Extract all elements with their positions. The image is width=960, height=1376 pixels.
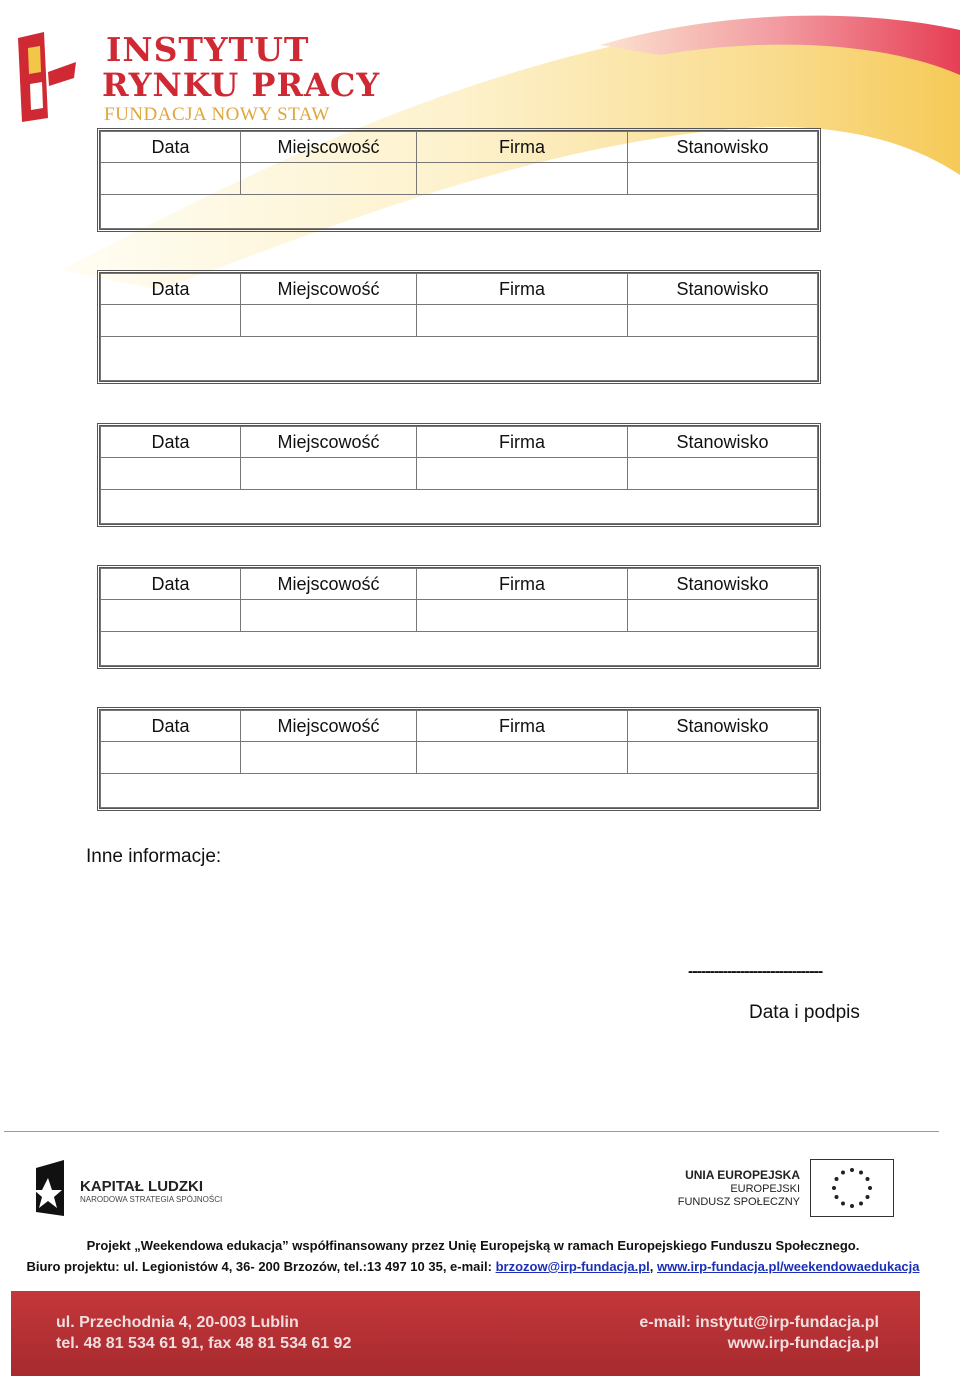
date-field[interactable] <box>101 458 241 490</box>
entry-header-row <box>101 132 818 163</box>
header-company: Firma <box>417 132 628 163</box>
header-company: Firma <box>417 274 628 305</box>
project-info-line: Projekt „Weekendowa edukacja” współfinansowany przez Unię Europejską w ramach Europejskiego Funduszu Społecznego. <box>86 1238 860 1253</box>
project-office-line <box>0 1259 946 1274</box>
entry-header-row <box>101 274 818 305</box>
date-field[interactable] <box>101 163 241 195</box>
experience-entry-4 <box>97 565 821 669</box>
header-position: Stanowisko <box>628 711 818 742</box>
place-field[interactable] <box>241 305 417 337</box>
place-field[interactable] <box>241 458 417 490</box>
eu-text-line2: EUROPEJSKI <box>730 1183 800 1195</box>
header-position: Stanowisko <box>628 274 818 305</box>
description-field[interactable] <box>101 632 818 666</box>
entry-value-row <box>101 163 818 195</box>
entry-description-row <box>101 337 818 381</box>
kapital-ludzki-logo <box>28 1158 228 1218</box>
company-field[interactable] <box>417 600 628 632</box>
kapital-ludzki-emblem-icon <box>28 1160 68 1218</box>
header-date: Data <box>101 274 241 305</box>
position-field[interactable] <box>628 163 818 195</box>
entry-value-row <box>101 305 818 337</box>
footer-contact-band <box>11 1291 920 1376</box>
kapital-ludzki-subtitle: NARODOWA STRATEGIA SPÓJNOŚCI <box>80 1195 223 1204</box>
signature-line: ------------------------------- <box>688 963 823 980</box>
position-field[interactable] <box>628 305 818 337</box>
kapital-ludzki-title: KAPITAŁ LUDZKI <box>80 1178 204 1195</box>
header-company: Firma <box>417 427 628 458</box>
entry-value-row <box>101 600 818 632</box>
footer-phone: tel. 48 81 534 61 91, fax 48 81 534 61 92 <box>56 1335 352 1352</box>
header-position: Stanowisko <box>628 132 818 163</box>
experience-entry-2 <box>97 270 821 384</box>
position-field[interactable] <box>628 458 818 490</box>
entry-description-row <box>101 195 818 229</box>
footer-email: e-mail: instytut@irp-fundacja.pl <box>639 1314 879 1331</box>
description-field[interactable] <box>101 774 818 808</box>
footer-address: ul. Przechodnia 4, 20-003 Lublin <box>56 1314 299 1331</box>
logo-text-line3: FUNDACJA NOWY STAW <box>104 104 330 125</box>
date-field[interactable] <box>101 742 241 774</box>
other-info-label: Inne informacje: <box>86 846 222 867</box>
date-field[interactable] <box>101 600 241 632</box>
company-field[interactable] <box>417 742 628 774</box>
header-date: Data <box>101 569 241 600</box>
header-place: Miejscowość <box>241 274 417 305</box>
company-field[interactable] <box>417 458 628 490</box>
position-field[interactable] <box>628 600 818 632</box>
office-address-text: Biuro projektu: ul. Legionistów 4, 36- 200 Brzozów, tel.:13 497 10 35, e-mail: <box>26 1259 496 1274</box>
entry-description-row <box>101 632 818 666</box>
company-field[interactable] <box>417 305 628 337</box>
eu-text-line1: UNIA EUROPEJSKA <box>685 1168 800 1182</box>
eu-flag-icon <box>810 1159 894 1217</box>
place-field[interactable] <box>241 742 417 774</box>
entry-description-row <box>101 774 818 808</box>
entry-description-row <box>101 490 818 524</box>
entry-header-row <box>101 569 818 600</box>
date-field[interactable] <box>101 305 241 337</box>
position-field[interactable] <box>628 742 818 774</box>
header-position: Stanowisko <box>628 569 818 600</box>
office-email-link[interactable]: brzozow@irp-fundacja.pl <box>495 1259 650 1274</box>
footer-website: www.irp-fundacja.pl <box>727 1335 879 1352</box>
office-separator: , <box>649 1259 658 1274</box>
header-company: Firma <box>417 569 628 600</box>
company-field[interactable] <box>417 163 628 195</box>
entry-header-row <box>101 427 818 458</box>
header-place: Miejscowość <box>241 569 417 600</box>
logo-mark-icon <box>14 28 78 124</box>
header-date: Data <box>101 427 241 458</box>
place-field[interactable] <box>241 163 417 195</box>
experience-entry-3 <box>97 423 821 527</box>
entry-value-row <box>101 742 818 774</box>
description-field[interactable] <box>101 337 818 381</box>
entry-header-row <box>101 711 818 742</box>
institute-logo <box>14 26 381 126</box>
office-website-link[interactable]: www.irp-fundacja.pl/weekendowaedukacja <box>657 1259 920 1274</box>
header-company: Firma <box>417 711 628 742</box>
header-position: Stanowisko <box>628 427 818 458</box>
footer-divider <box>4 1131 939 1132</box>
header-place: Miejscowość <box>241 427 417 458</box>
experience-entry-1 <box>97 128 821 232</box>
place-field[interactable] <box>241 600 417 632</box>
signature-label: Data i podpis <box>749 1002 860 1023</box>
header-place: Miejscowość <box>241 711 417 742</box>
experience-entry-5 <box>97 707 821 811</box>
entry-value-row <box>101 458 818 490</box>
header-date: Data <box>101 132 241 163</box>
eu-fund-logo <box>660 1158 900 1218</box>
header-date: Data <box>101 711 241 742</box>
eu-text-line3: FUNDUSZ SPOŁECZNY <box>677 1196 800 1208</box>
logo-text-line1: INSTYTUT <box>106 30 310 69</box>
description-field[interactable] <box>101 195 818 229</box>
description-field[interactable] <box>101 490 818 524</box>
logo-text-line2: RYNKU PRACY <box>102 66 381 104</box>
header-place: Miejscowość <box>241 132 417 163</box>
